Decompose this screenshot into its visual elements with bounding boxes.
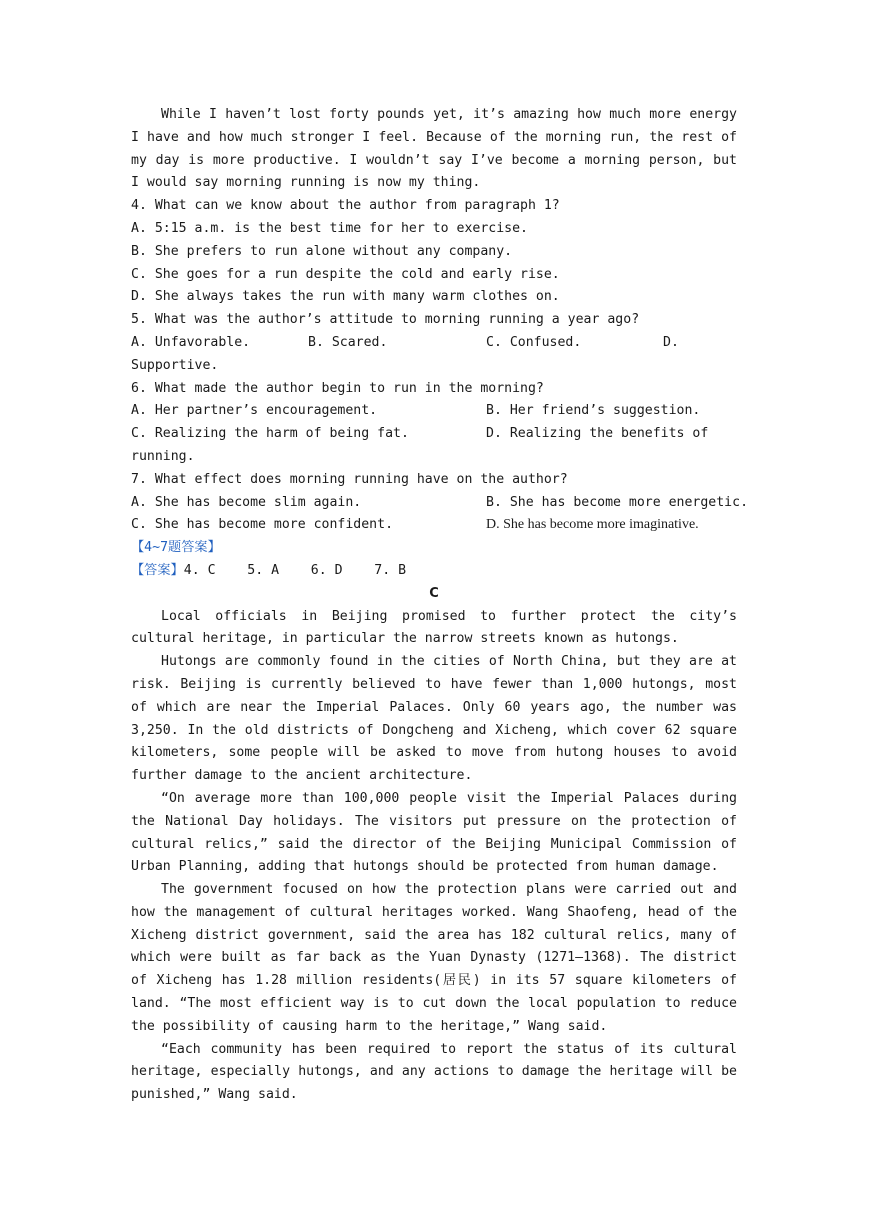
passage-c-paragraph-5: “Each community has been required to report the status of its cultural heritage, especially hutongs, and any actions to damage the heritage will be punished,” Wang said.	[131, 1041, 737, 1103]
question-6-row-1	[131, 400, 737, 423]
answer-values: 4. C 5. A 6. D 7. B	[183, 562, 407, 578]
answer-line	[131, 560, 737, 583]
question-7-option-b: B. She has become more energetic.	[486, 494, 749, 510]
question-7-option-a: A. She has become slim again.	[131, 494, 362, 510]
passage-c-paragraph-3: “On average more than 100,000 people visit the Imperial Palaces during the National Day holidays. The visitors put pressure on the protection of cultural relics,” said the director of the Beijing Municipal Commission of Urban Planning, adding that hutongs should be protected from human damage.	[131, 790, 737, 875]
question-5-option-b: B. Scared.	[308, 334, 388, 350]
question-4-stem: 4. What can we know about the author from paragraph 1?	[131, 198, 560, 214]
question-6-stem: 6. What made the author begin to run in the morning?	[131, 380, 544, 396]
question-6-row-2	[131, 423, 737, 446]
passage-b-last-paragraph: While I haven’t lost forty pounds yet, it’s amazing how much more energy I have and how much stronger I feel. Because of the morning run, the rest of my day is more productive. I wouldn’t say I’ve become a morning person, but I would say morning running is now my thing.	[131, 107, 737, 191]
question-4-option-c: C. She goes for a run despite the cold and early rise.	[131, 266, 560, 282]
passage-c-paragraph-1: Local officials in Beijing promised to further protect the city’s cultural heritage, in particular the narrow streets known as hutongs.	[131, 608, 737, 647]
passage-c-paragraph-4: The government focused on how the protection plans were carried out and how the management of cultural heritages worked. Wang Shaofeng, head of the Xicheng district government, said the area has 182 cultural relics, many of which were built as far back as the Yuan Dynasty (1271—1368). The district of Xicheng has 1.28 million residents(居民) in its 57 square kilometers of land. “The most efficient way is to cut down the local population to reduce the possibility of causing harm to the heritage,” Wang said.	[131, 882, 737, 1034]
question-7-option-c: C. She has become more confident.	[131, 517, 394, 533]
question-5-option-c: C. Confused.	[486, 334, 582, 350]
question-6-option-c: C. Realizing the harm of being fat.	[131, 426, 409, 442]
answer-label: 【答案】	[131, 562, 184, 578]
section-c-title: C	[429, 585, 439, 601]
question-6-option-d: D. Realizing the benefits of	[486, 426, 709, 442]
question-7-row-2	[131, 514, 737, 537]
question-7-row-1	[131, 492, 749, 515]
question-7-option-d: D. She has become more imaginative.	[486, 517, 699, 533]
question-4-option-a: A. 5:15 a.m. is the best time for her to exercise.	[131, 220, 528, 236]
question-5-stem: 5. What was the author’s attitude to morning running a year ago?	[131, 312, 640, 328]
document-page	[131, 104, 749, 1107]
question-5-options	[131, 332, 737, 355]
passage-c-paragraph-2: Hutongs are commonly found in the cities of North China, but they are at risk. Beijing is currently believed to have fewer than 1,000 hutongs, most of which are near the Imperial Palaces. Only 60 years ago, the number was 3,250. In the old districts of Dongcheng and Xicheng, which cover 62 square kilometers, some people will be asked to move from hutong houses to avoid further damage to the ancient architecture.	[131, 654, 737, 784]
question-4-option-d: D. She always takes the run with many warm clothes on.	[131, 289, 560, 305]
question-4-option-b: B. She prefers to run alone without any company.	[131, 243, 513, 259]
answer-section-header: 【4~7题答案】	[131, 540, 221, 556]
question-5-option-a: A. Unfavorable.	[131, 334, 251, 350]
question-6-option-b: B. Her friend’s suggestion.	[486, 403, 701, 419]
question-5-option-d-wrap: Supportive.	[131, 357, 219, 373]
question-6-option-d-wrap: running.	[131, 448, 195, 464]
question-6-option-a: A. Her partner’s encouragement.	[131, 403, 378, 419]
question-7-stem: 7. What effect does morning running have on the author?	[131, 471, 568, 487]
question-5-option-d: D.	[663, 334, 679, 350]
